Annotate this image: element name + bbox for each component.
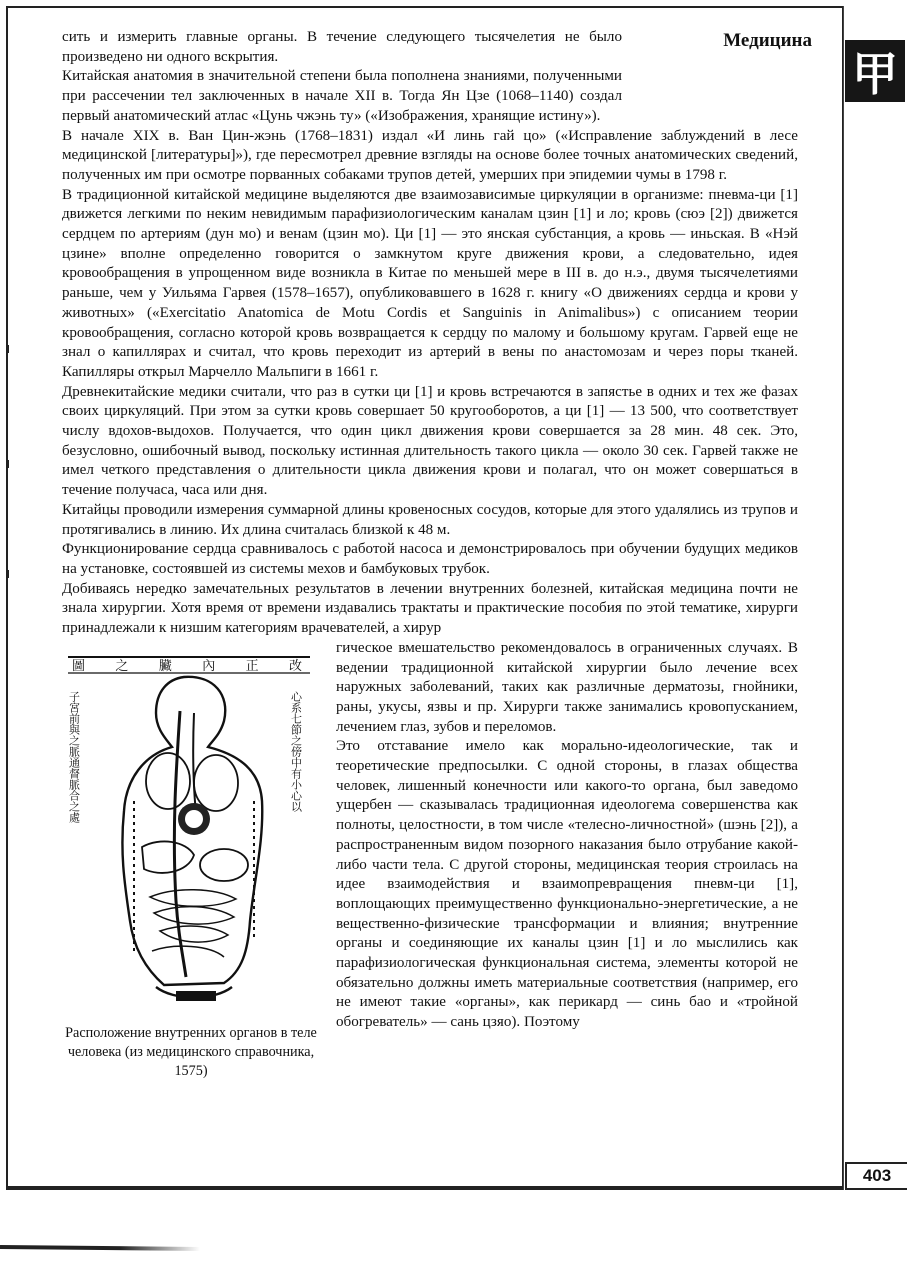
article-body (62, 28, 798, 1116)
paragraph: Это отставание имело как морально-идеологические, так и теоретические предпосылки. С одной стороны, в глазах общества человек, лишенный конечности или какого-то органа, был заведомо ущербен — сказывалась традиционная идеологема совершенства как полноты, целостности, в том числе «телесно-личностной» (шэнь [2]), а распространенным видом позорного наказания было отрубание какой-либо части тела. С другой стороны, медицинская теория строилась на идее взаимодействия и взаимопревращения пневм-ци [1], воплощающих преимущественно функционально-энергетические, а не вещественно-физические трансформации и влияния; внутренние органы и соединяющие их каналы цзин [1] и ло мыслились как парафизиологическая функциональная система, элементы которой не обязательно должны иметь материальные соответствия (например, его не имеют такие «органы», как перикард — синь бао и «тройной обогреватель» — сань цзяо). Поэтому (336, 738, 798, 1031)
paragraph: В начале XIX в. Ван Цин-жэнь (1768–1831) издал «И линь гай цо» («Исправление заблуждений в лесе медицинской [литературы]»), где пересмотрел древние взгляды на основе более точных анатомических сведений, полученных им при осмотре порванных собаками трупов детей, умерших при эпидемии чумы в 1798 г. (62, 127, 798, 183)
anatomy-illustration (64, 651, 314, 1009)
paragraph: Древнекитайские медики считали, что раз в сутки ци [1] и кровь встречаются в запястье в одних и тех же фазах своих циркуляций. При этом за сутки кровь совершает 50 кругооборотов, а ци [1] — 13 500, что соответствует числу вдохов-выдохов. Получается, что один цикл движения крови совершается за 28 мин. 48 сек. Это, безусловно, ошибочный вывод, поскольку истинная длительность такого цикла — около 30 сек. Гарвей также не имел четкого представления о длительности цикла движения крови и полагал, что он может совершаться в течение получаса, часа или дня. (62, 383, 798, 499)
section-title: Медицина (723, 30, 812, 51)
paragraph: Китайцы проводили измерения суммарной длины кровеносных сосудов, которые для этого удалялись из трупов и протягивались в линию. Их длина считалась близкой к 48 м. (62, 501, 798, 538)
paragraph: Функционирование сердца сравнивалось с работой насоса и демонстрировалось при обучении будущих медиков на установке, состоявшей из системы мехов и бамбуковых трубок. (62, 541, 798, 577)
paragraph-surgery-continued: гическое вмешательство рекомендовалось в ограниченных случаях. В ведении традиционной китайской хирургии было лечение всех наружных заболеваний, таких как различные дерматозы, гнойники, раны, укусы, язвы и пр. Хирурги также занимались кровопусканием, лечением глаз, зубов и переломов. (336, 639, 798, 735)
figure-caption: Расположение внутренних органов в теле человека (из медицинского справочника, 1575) (65, 1024, 317, 1079)
paragraph: В традиционной китайской медицине выделяются две взаимозависимые циркуляции в организме: пневма-ци [1] движется легкими по неким невидимым парафизиологическим каналам цзин [1] и ло; кровь (сюэ [2]) движется сердцем по артериям (дун мо) и венам (цзин мо). Ци [1] — это янская субстанция, а кровь — иньская. В «Нэй цзине» вполне определенно говорится о замкнутом круге движения крови, а следовательно, идея кровообращения в упрощенном виде возникла в Китае по меньшей мере в III в. до н.э., двумя тысячелетиями раньше, чем у Уильяма Гарвея (1578–1657), опубликовавшего в 1628 г. книгу «О движениях сердца и крови у животных» («Exercitatio Anatomica de Motu Cordis et Sanguinis in Animalibus») с описанием теории кровообращения, согласно которой кровь возвращается к сердцу по малому и большому кругам. Гарвей еще не знал о капиллярах и считал, что кровь переходит из артерий в вены по анастомозам и через поры тканей. Капилляры открыл Марчелло Мальпиги в 1661 г. (62, 186, 798, 380)
side-strip (843, 6, 910, 1190)
section-tab: 甲 (845, 40, 905, 102)
figure-right-column: 心系七節之傍中有小心以 (289, 690, 303, 812)
scan-edge (0, 1245, 200, 1251)
paragraph: сить и измерить главные органы. В течение следующего тысячелетия не было произведено ни одного вскрытия. (62, 29, 622, 65)
margin-mark (6, 570, 9, 578)
page-number: 403 (845, 1162, 907, 1190)
figure-left-column: 子宮前與之脈通督脈合之處 (67, 690, 81, 823)
figure-title: 圖之臟內正改 (72, 658, 302, 674)
margin-mark (6, 460, 9, 468)
anatomy-figure (62, 651, 320, 1116)
paragraph-surgery (62, 580, 798, 639)
bottom-rule (8, 1186, 844, 1189)
margin-mark (6, 345, 9, 353)
paragraph: Китайская анатомия в значительной степени была пополнена знаниями, полученными при рассечении тел заключенных в начале XII в. Тогда Ян Цзе (1068–1140) создал первый анатомический атлас «Цунь чжэнь ту» («Изображения, хранящие истину»). (62, 68, 622, 124)
paragraph-surgery-text: Добиваясь нередко замечательных результатов в лечении внутренних болезней, китайская медицина почти не знала хирургии. Хотя время от времени издавались трактаты и практические пособия по этой тематике, хирурги принадлежали к низшим категориям врачевателей, а хирур (62, 580, 798, 637)
